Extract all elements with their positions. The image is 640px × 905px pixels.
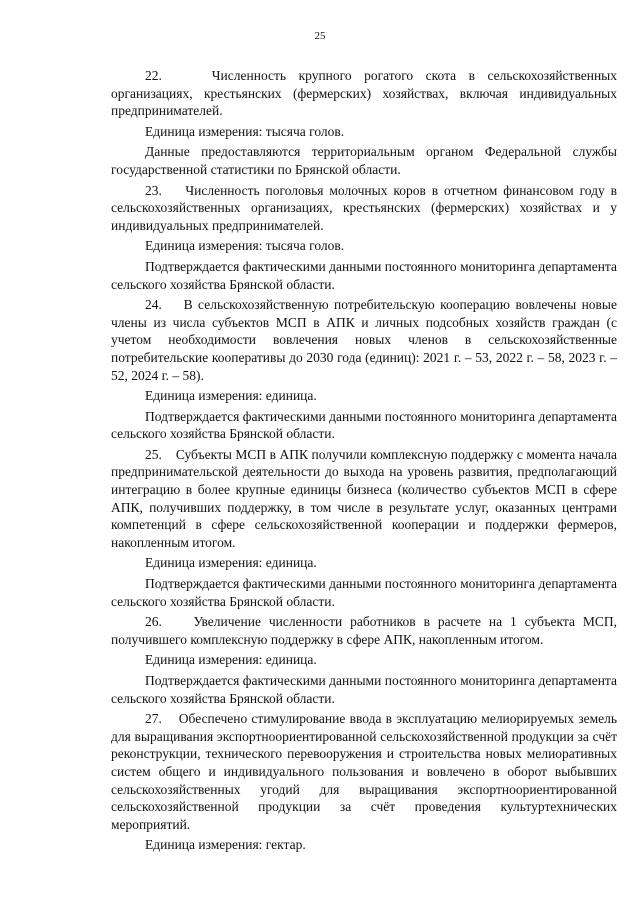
item-22-unit: Единица измерения: тысяча голов. xyxy=(145,123,345,139)
item-26-unit: Единица измерения: единица. xyxy=(145,652,317,668)
item-22-text: 22. Численность крупного рогатого скота в сельскохозяйственных организациях, крестьянских (фермерских) хозяйствах, включая индивидуальных предпринимателей. xyxy=(111,68,617,119)
item-24-text: 24. В сельскохозяйственную потребительскую кооперацию вовлечены новые члены из числа субъектов МСП в АПК и личных подсобных хозяйств граждан (с учетом необходимости вовлечения новых членов в сельскохозяйственные потребительские кооперативы до 2030 года (единиц): 2021 г. – 53, 2022 г. – 58, 2023 г. – 52, 2024 г. – 58). xyxy=(111,297,617,383)
item-25-text: 25. Субъекты МСП в АПК получили комплексную поддержку с момента начала предпринимательской деятельности до выхода на уровень развития, предполагающий интеграцию в более крупные единицы бизнеса (количество субъектов МСП в сфере АПК, получивших поддержку, в том числе в результате услуг, оказанных центрами компетенций в сфере сельскохозяйственной кооперации и поддержки фермеров, накопленным итогом. xyxy=(111,446,617,550)
item-24-source: Подтверждается фактическими данными постоянного мониторинга департамента сельского хозяйства Брянской области. xyxy=(111,408,617,442)
item-25-source: Подтверждается фактическими данными постоянного мониторинга департамента сельского хозяйства Брянской области. xyxy=(111,576,617,609)
document-body xyxy=(111,67,617,857)
item-24-unit: Единица измерения: единица. xyxy=(145,388,317,404)
item-22-source: Данные предоставляются территориальным органом Федеральной службы государственной статистики по Брянской области. xyxy=(111,144,617,177)
item-23-text: 23. Численность поголовья молочных коров в отчетном финансовом году в сельскохозяйственных организациях, крестьянских (фермерских) хозяйствах и у индивидуальных предпринимателей. xyxy=(111,182,617,233)
item-27-unit: Единица измерения: гектар. xyxy=(145,837,306,853)
item-23-source: Подтверждается фактическими данными постоянного мониторинга департамента сельского хозяйства Брянской области. xyxy=(111,258,617,292)
item-25-unit: Единица измерения: единица. xyxy=(145,555,317,571)
item-26-source: Подтверждается фактическими данными постоянного мониторинга департамента сельского хозяйства Брянской области. xyxy=(111,673,617,706)
item-23-unit: Единица измерения: тысяча голов. xyxy=(145,238,345,254)
item-26-text: 26. Увеличение численности работников в расчете на 1 субъекта МСП, получившего комплексную поддержку в сфере АПК, накопленным итогом. xyxy=(111,614,617,647)
item-27-text: 27. Обеспечено стимулирование ввода в эксплуатацию мелиорируемых земель для выращивания экспортноориентированной сельскохозяйственной продукции за счёт реконструкции, технического перевооружения и строительства новых мелиоративных систем общего и индивидуального пользования и вовлечено в оборот выбывших сельскохозяйственных угодий для выращивания экспортноориентированной сельскохозяйственной продукции за счёт проведения культуртехнических мероприятий. xyxy=(111,711,617,832)
page-number: 25 xyxy=(314,30,326,42)
